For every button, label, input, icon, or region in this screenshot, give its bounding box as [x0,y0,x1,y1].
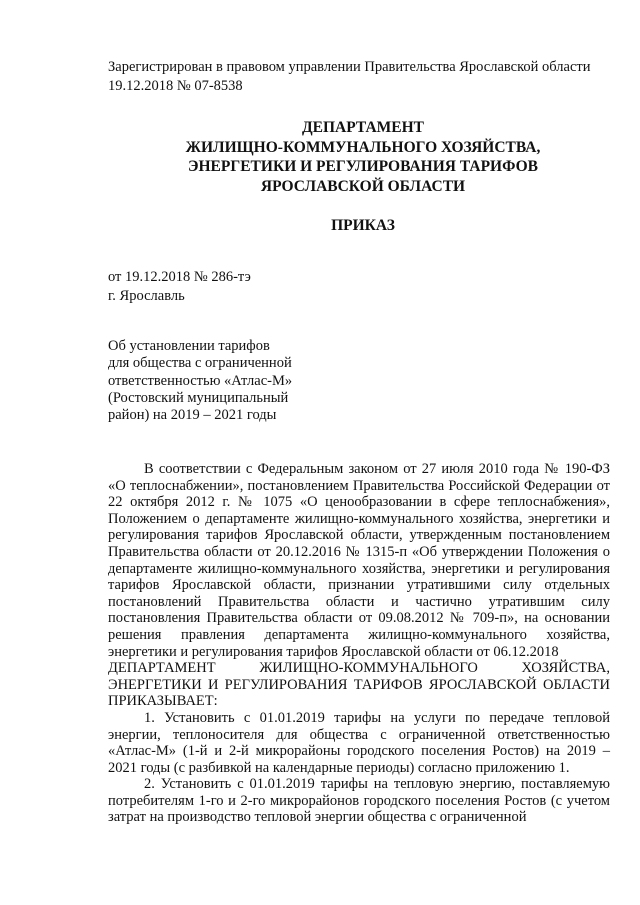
subject-line-4: (Ростовский муниципальный [108,389,289,406]
registration-line-2: 19.12.2018 № 07-8538 [108,78,243,94]
subject-line-5: район) на 2019 – 2021 годы [108,407,277,424]
registration-line-1: Зарегистрирован в правовом управлении Правительства Ярославской области [108,59,591,75]
order-city: г. Ярославль [108,288,185,304]
subject-line-2: для общества с ограниченной [108,355,292,372]
order-date-number: от 19.12.2018 № 286-тэ [108,269,251,285]
subject-line-3: ответственностью «Атлас-М» [108,372,293,389]
header-line-2: ЖИЛИЩНО-КОММУНАЛЬНОГО ХОЗЯЙСТВА, [185,138,541,156]
order-subject [108,338,318,424]
subject-line-1: Об установлении тарифов [108,338,270,354]
order-title: ПРИКАЗ [331,217,395,234]
header-line-4: ЯРОСЛАВСКОЙ ОБЛАСТИ [260,177,466,195]
registration-note [108,58,618,96]
order-meta [108,268,251,306]
department-header [108,118,618,196]
header-line-1: ДЕПАРТАМЕНТ [301,119,425,136]
preamble-paragraph: В соответствии с Федеральным законом от 27 июля 2010 года № 190-ФЗ «О теплоснабжении», постановлением Правительства Российской Федерации от 22 октября 2012 г. № 1075 «О ценообразовании в сфере теплоснабжения», Положением о департаменте жилищно-коммунального хозяйства, энергетики и регулирования тарифов Ярославской области, утвержденным постановлением Правительства области от 20.12.2016 № 1315-п «Об утверждении Положения о департаменте жилищно-коммунального хозяйства, энергетики и регулирования тарифов Ярославской области, признании утратившими силу отдельных постановлений Правительства области и частично утратившим силу постановления Правительства области от 09.08.2012 № 709-п», на основании решения правления департамента жилищно-коммунального хозяйства, энергетики и регулирования тарифов Ярославской области от 06.12.2018 [108,461,610,660]
order-body [108,461,610,826]
header-line-3: ЭНЕРГЕТИКИ И РЕГУЛИРОВАНИЯ ТАРИФОВ [187,158,539,175]
item-1-paragraph: 1. Установить с 01.01.2019 тарифы на услуги по передаче тепловой энергии, теплоносителя для общества с ограниченной ответственностью «Атлас-М» (1-й и 2-й микрорайоны городского поселения Ростов) на 2019 – 2021 годы (с разбивкой на календарные периоды) согласно приложению 1. [108,709,610,776]
directive-paragraph: ДЕПАРТАМЕНТ ЖИЛИЩНО-КОММУНАЛЬНОГО ХОЗЯЙСТВА, ЭНЕРГЕТИКИ И РЕГУЛИРОВАНИЯ ТАРИФОВ ЯРОСЛАВСКОЙ ОБЛАСТИ ПРИКАЗЫВАЕТ: [108,660,610,710]
item-2-paragraph: 2. Установить с 01.01.2019 тарифы на тепловую энергию, поставляемую потребителям 1-го и 2-го микрорайонов городского поселения Ростов (с учетом затрат на производство тепловой энергии общества с ограниченной [108,776,610,826]
